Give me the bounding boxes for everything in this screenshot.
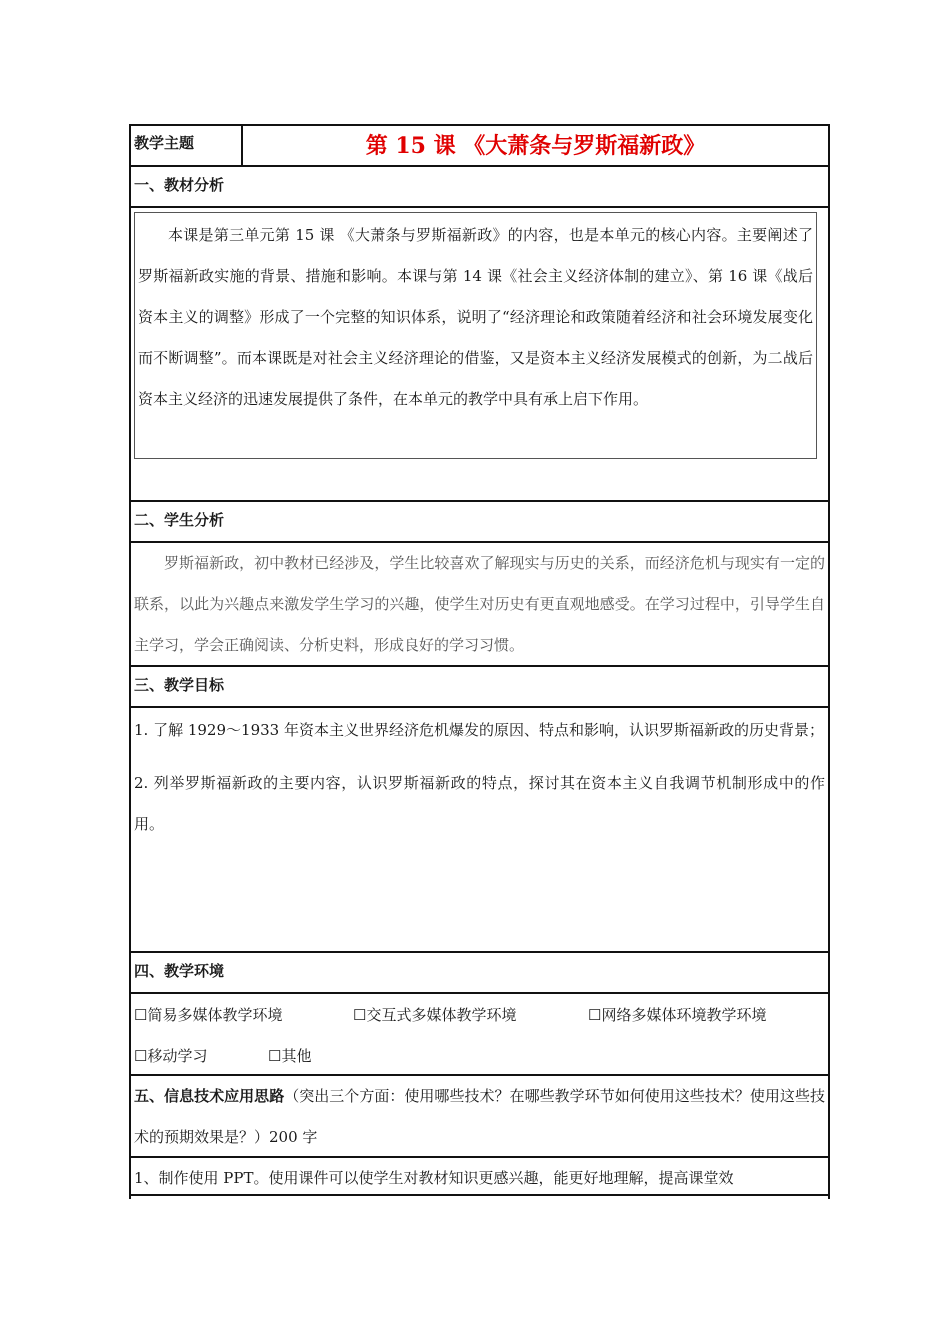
section-4-content xyxy=(131,994,828,1076)
environment-options-line-1 xyxy=(131,994,828,1035)
lesson-title: 第 15 课 《大萧条与罗斯福新政》 xyxy=(365,133,706,159)
option-network-multimedia[interactable]: ☐网络多媒体环境教学环境 xyxy=(588,1006,767,1024)
section-3-title: 三、教学目标 xyxy=(131,667,828,708)
textbook-analysis-text: 本课是第三单元第 15 课 《大萧条与罗斯福新政》的内容，也是本单元的核心内容。主要阐述了罗斯福新政实施的背景、措施和影响。本课与第 14 课《社会主义经济体制的建立》、第 16 课《战后资本主义的调整》形成了一个完整的知识体系，说明了“经济理论和政策随着经济和社会环境发展变化而不断调整”。而本课既是对社会主义经济理论的借鉴，又是资本主义经济发展模式的创新，为二战后资本主义经济的迅速发展提供了条件，在本单元的教学中具有承上启下作用。 xyxy=(138,226,813,408)
section-5-content xyxy=(131,1158,828,1199)
goal-1: 1. 了解 1929～1933 年资本主义世界经济危机爆发的原因、特点和影响，认识罗斯福新政的历史背景； xyxy=(134,721,824,739)
goal-2: 2. 列举罗斯福新政的主要内容，认识罗斯福新政的特点，探讨其在资本主义自我调节机制形成中的作用。 xyxy=(134,774,825,833)
option-interactive-multimedia[interactable]: ☐交互式多媒体教学环境 xyxy=(353,1006,517,1024)
lesson-plan-table xyxy=(129,124,830,1199)
option-simple-multimedia[interactable]: ☐简易多媒体教学环境 xyxy=(134,1006,283,1024)
it-application-text: 1、制作使用 PPT。使用课件可以使学生对教材知识更感兴趣，能更好地理解，提高课堂效 xyxy=(134,1169,734,1187)
topic-label: 教学主题 xyxy=(131,126,243,165)
option-mobile-learning[interactable]: ☐移动学习 xyxy=(134,1047,208,1065)
topic-row xyxy=(131,126,828,167)
section-1-content xyxy=(131,212,828,502)
section-2-content xyxy=(131,543,828,667)
section-5-title xyxy=(131,1076,828,1158)
option-other[interactable]: ☐其他 xyxy=(268,1047,312,1065)
student-analysis-text: 罗斯福新政，初中教材已经涉及，学生比较喜欢了解现实与历史的关系，而经济危机与现实有一定的联系，以此为兴趣点来激发学生学习的兴趣，使学生对历史有更直观地感受。在学习过程中，引导学生自主学习，学会正确阅读、分析史料，形成良好的学习习惯。 xyxy=(134,554,825,654)
section-5-title-note: （突出三个方面：使用哪些技术？在哪些教学环节如何使用这些技术？使用这些技术的预期效果是？）200 字 xyxy=(134,1087,825,1146)
section-5-heading xyxy=(131,1076,828,1158)
section-2-title: 二、学生分析 xyxy=(131,502,828,543)
textbook-analysis-box xyxy=(134,212,817,459)
table-bottom-rule xyxy=(129,1194,830,1196)
section-4-title: 四、教学环境 xyxy=(131,953,828,994)
environment-options-line-2 xyxy=(131,1035,828,1076)
section-5-title-bold: 五、信息技术应用思路 xyxy=(134,1087,285,1105)
section-3-content xyxy=(131,710,828,953)
section-1-title: 一、教材分析 xyxy=(131,167,828,208)
